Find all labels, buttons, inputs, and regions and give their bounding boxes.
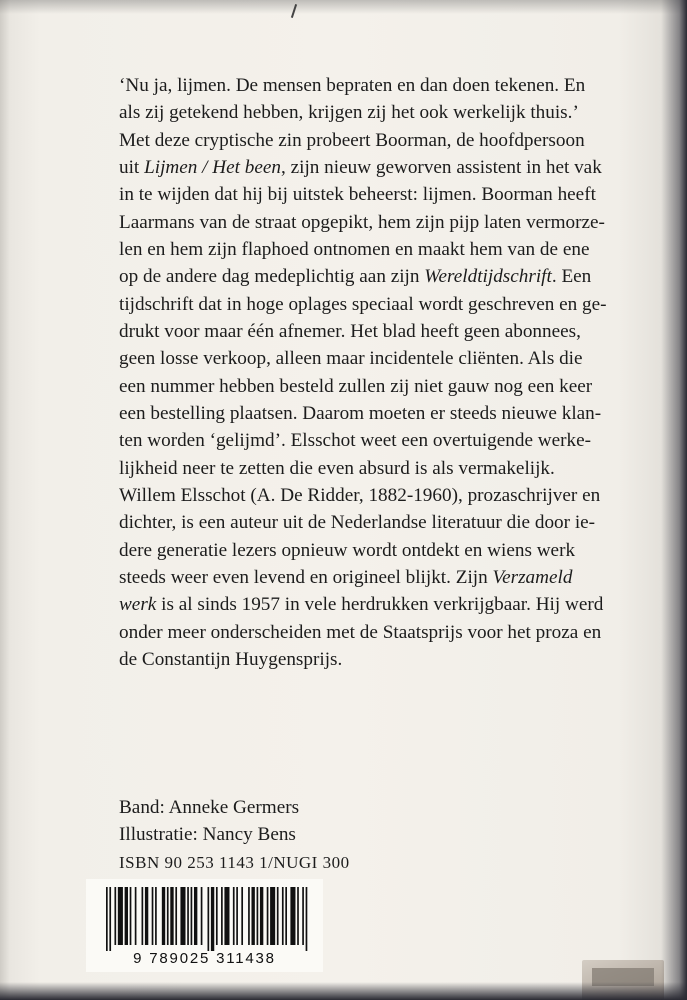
- text-line: len en hem zijn flaphoed ontnomen en maakt hem van de ene: [119, 239, 590, 261]
- author-bio-paragraph: [119, 482, 604, 673]
- barcode-bar: [257, 887, 259, 945]
- barcode-bar: [270, 887, 275, 945]
- barcode-bar: [191, 887, 193, 945]
- spine-edge: [661, 0, 687, 1000]
- italic-title: Verzameld: [492, 567, 573, 589]
- barcode-bar: [145, 887, 148, 945]
- barcode-bar: [211, 887, 214, 951]
- synopsis-paragraph: [119, 72, 607, 482]
- barcode-bar: [216, 887, 218, 945]
- text-run: uit: [119, 157, 145, 179]
- text-run: is al sinds 1957 in vele herdrukken verkrijgbaar. Hij werd: [156, 594, 604, 616]
- text-line: geen losse verkoop, alleen maar incidentele cliënten. Als die: [119, 348, 583, 370]
- barcode-bar: [297, 887, 299, 945]
- barcode-bar: [135, 887, 137, 945]
- text-line: lijkheid neer te zetten die even absurd is als vermakelijk.: [119, 457, 555, 479]
- text-line: [119, 591, 604, 618]
- barcode-bar: [260, 887, 263, 945]
- barcode-label: [86, 879, 323, 972]
- text-line: onder meer onderscheiden met de Staatsprijs voor het proza en: [119, 621, 602, 643]
- illustration-credit: Illustratie: Nancy Bens: [119, 824, 296, 846]
- barcode-bar: [142, 887, 144, 945]
- italic-title: Lijmen / Het been: [144, 157, 282, 179]
- bottom-edge: [0, 982, 687, 1000]
- italic-title: Wereldtijdschrift: [424, 266, 552, 288]
- barcode-bar: [201, 887, 203, 945]
- text-line: Met deze cryptische zin probeert Boorman, de hoofdpersoon: [119, 129, 585, 151]
- text-line: tijdschrift dat in hoge oplages speciaal wordt geschreven en ge-: [119, 293, 607, 315]
- barcode-bar: [125, 887, 128, 945]
- text-line: Willem Elsschot (A. De Ridder, 1882-1960), prozaschrijver en: [119, 485, 601, 506]
- barcode-bar: [130, 887, 132, 945]
- barcode-bar: [285, 887, 287, 945]
- text-line: ten worden ‘gelijmd’. Elsschot weet een overtuigende werke-: [119, 430, 592, 452]
- cover-design-credit: Band: Anneke Germers: [119, 797, 300, 818]
- barcode-bar: [175, 887, 177, 945]
- barcode-image: [106, 887, 309, 951]
- barcode-bar: [167, 887, 169, 945]
- barcode-bar: [106, 887, 108, 951]
- text-line: Laarmans van de straat opgepikt, hem zijn pijp laten vermorze-: [119, 211, 605, 233]
- barcode-bar: [277, 887, 279, 945]
- barcode-bar: [267, 887, 269, 945]
- barcode-bar: [109, 887, 111, 951]
- text-line: [119, 154, 602, 181]
- credits-block: [119, 794, 559, 876]
- text-line: een bestelling plaatsen. Daarom moeten er steeds nieuwe klan-: [119, 403, 602, 425]
- barcode-bar: [187, 887, 189, 945]
- barcode-bar: [236, 887, 238, 945]
- barcode-bar: [155, 887, 157, 945]
- text-line: ‘Nu ja, lijmen. De mensen bepraten en dan doen tekenen. En: [119, 75, 586, 96]
- barcode-bar: [118, 887, 123, 945]
- text-run: . Een: [551, 266, 592, 288]
- text-line: [119, 263, 592, 290]
- barcode-bar: [248, 887, 250, 945]
- barcode-bar: [221, 887, 223, 945]
- barcode-bar: [208, 887, 210, 951]
- text-line: drukt voor maar één afnemer. Het blad heeft geen abonnees,: [119, 321, 581, 343]
- text-run: , zijn nieuw geworven assistent in het vak: [281, 157, 602, 179]
- text-run: steeds weer even levend en origineel blijkt. Zijn: [119, 567, 493, 589]
- text-line: dichter, is een auteur uit de Nederlandse literatuur die door ie-: [119, 512, 596, 534]
- barcode-bar: [306, 887, 308, 951]
- barcode-bar: [241, 887, 243, 945]
- text-line: in te wijden dat hij bij uitstek beheerst: lijmen. Boorman heeft: [119, 184, 596, 206]
- barcode-bar: [302, 887, 304, 945]
- text-line: dere generatie lezers opnieuw wordt ontdekt en wiens werk: [119, 539, 576, 561]
- barcode-bar: [251, 887, 254, 945]
- text-line: de Constantijn Huygensprijs.: [119, 649, 343, 671]
- italic-title: werk: [119, 594, 157, 616]
- isbn-line: ISBN 90 253 1143 1/NUGI 300: [119, 852, 350, 872]
- barcode-bar: [290, 887, 295, 945]
- barcode-bar: [114, 887, 116, 945]
- barcode-bar: [180, 887, 185, 945]
- barcode-bar: [282, 887, 284, 945]
- barcode-number: 9 789025 311438: [133, 950, 276, 967]
- text-line: als zij getekend hebben, krijgen zij het ook werkelijk thuis.’: [119, 102, 579, 124]
- barcode-bar: [224, 887, 229, 945]
- barcode-bar: [152, 887, 154, 945]
- text-line: een nummer hebben besteld zullen zij niet gauw nog een keer: [119, 375, 593, 397]
- barcode-bar: [162, 887, 165, 945]
- barcode-bar: [170, 887, 173, 945]
- barcode-bar: [194, 887, 197, 945]
- text-line: [119, 564, 573, 591]
- barcode-bar: [233, 887, 235, 945]
- text-run: op de andere dag medeplichtig aan zijn: [119, 266, 425, 288]
- top-edge-shadow: [0, 0, 687, 14]
